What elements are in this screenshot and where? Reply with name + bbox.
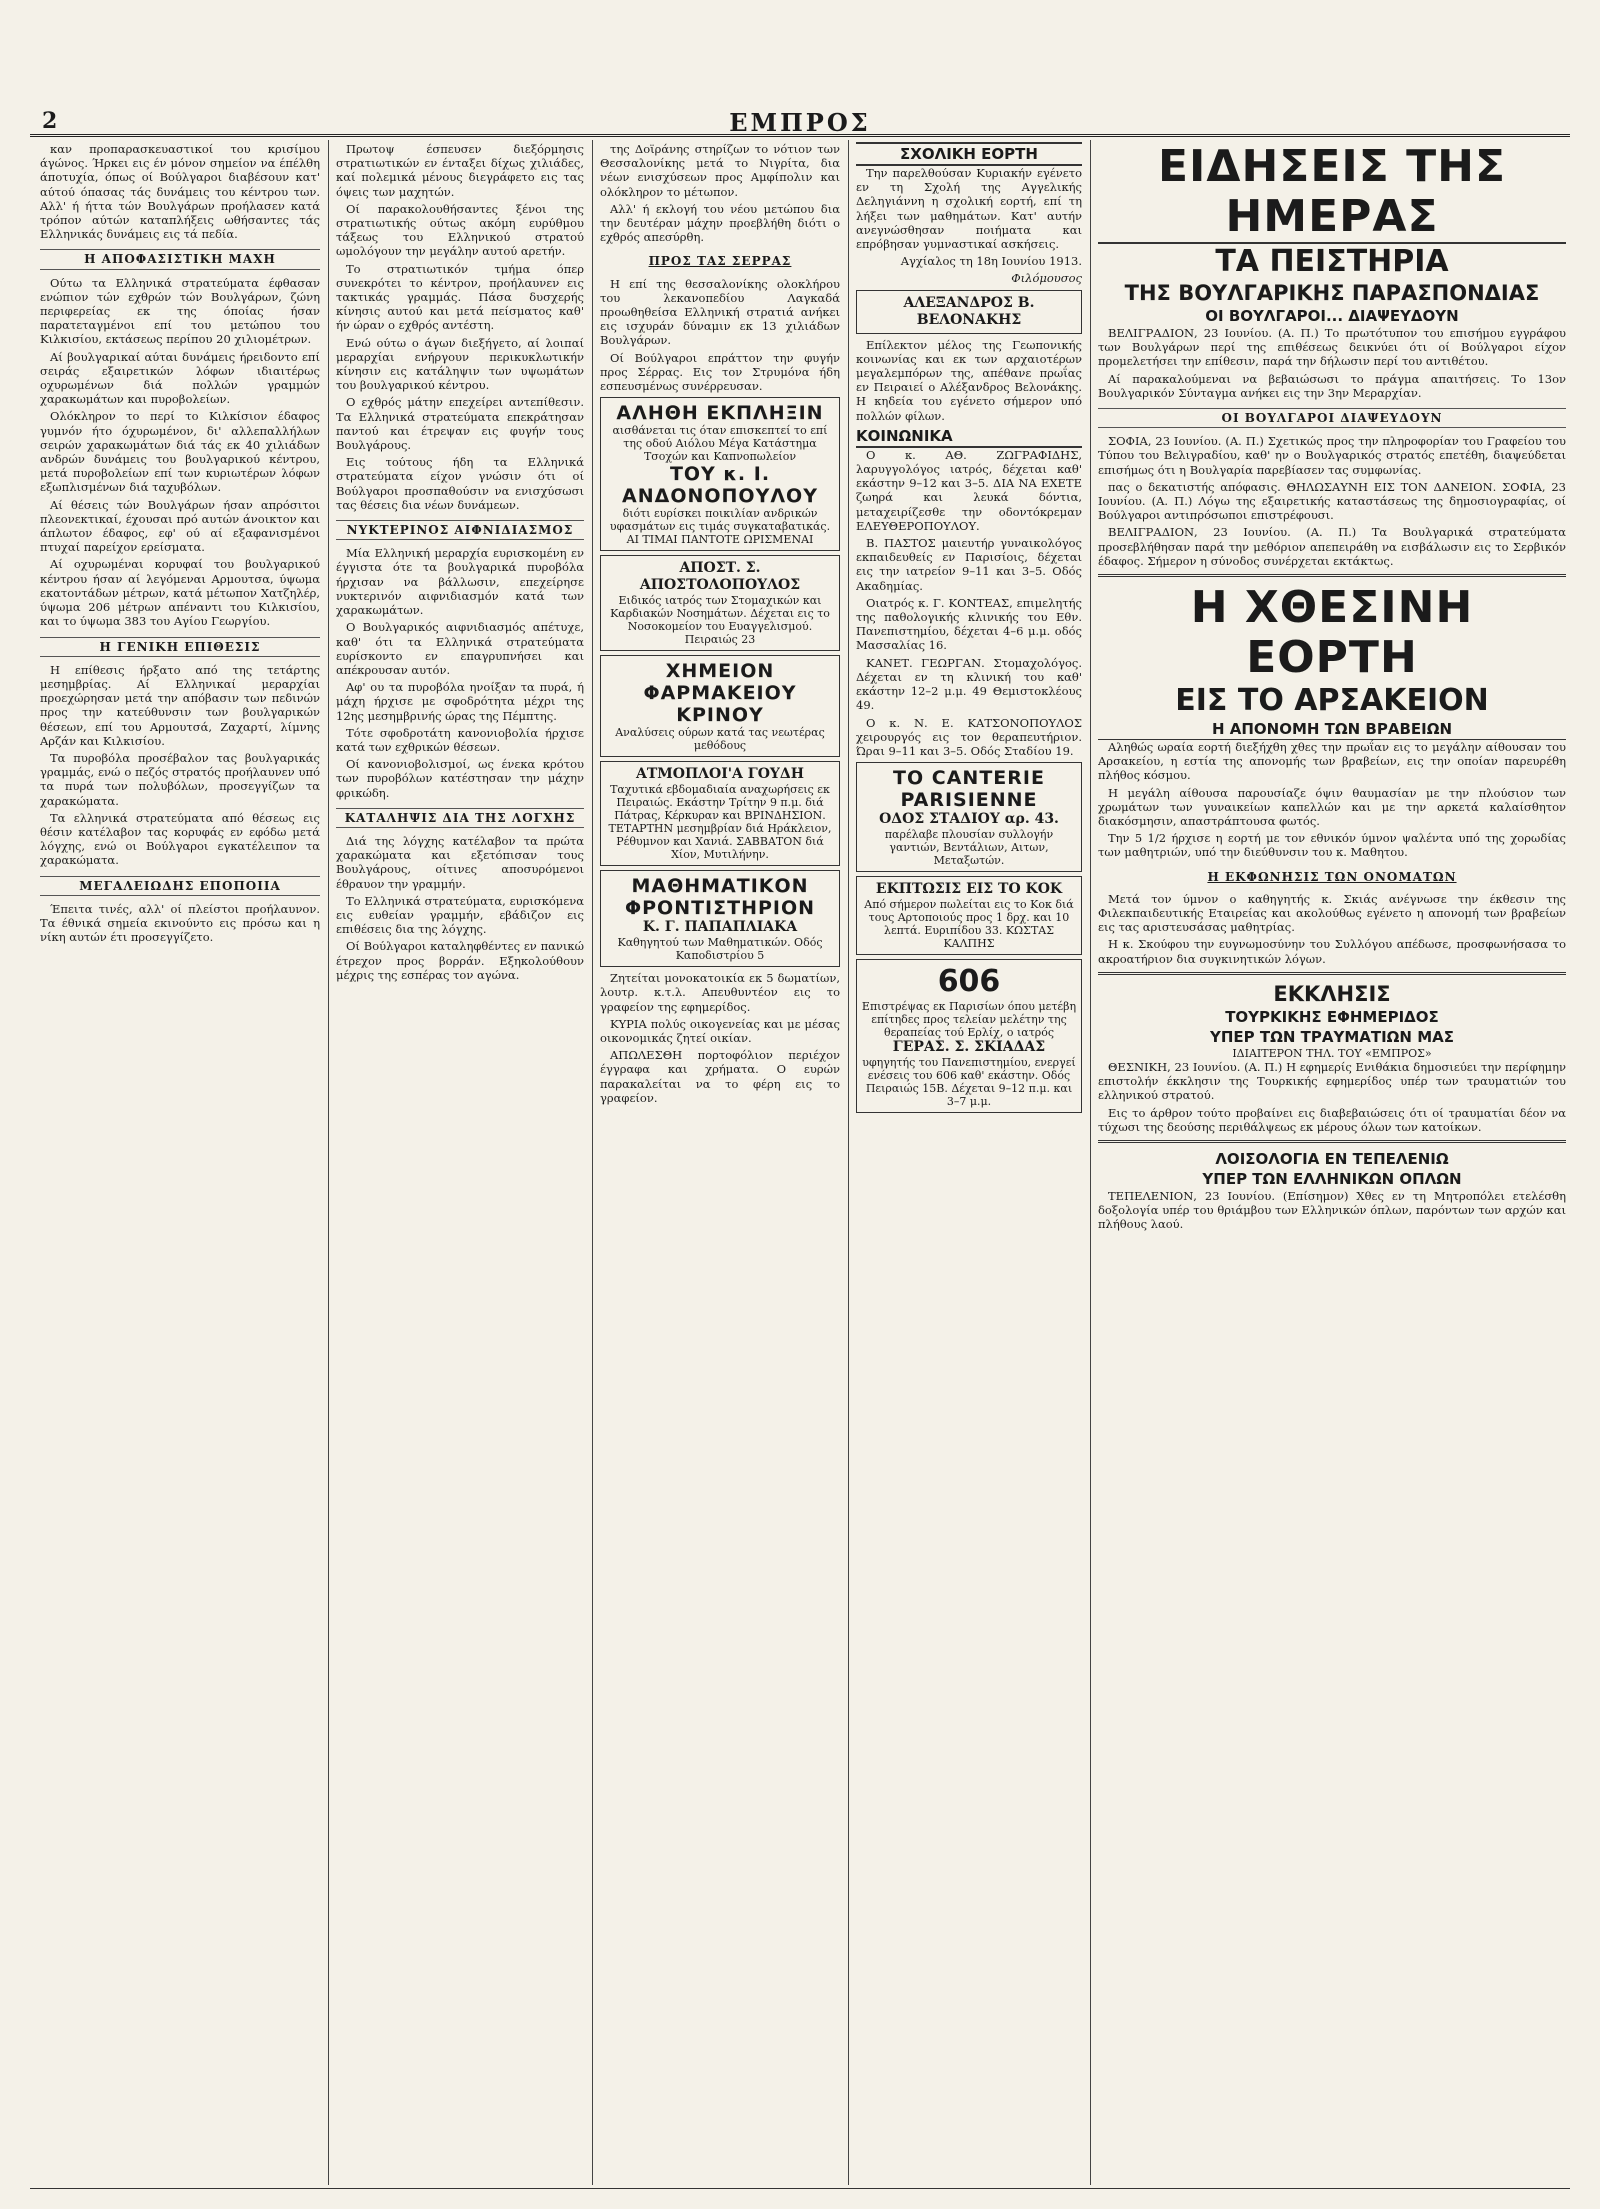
- article-text: Αί βουλγαρικαί αύται δυνάμεις ήρειδοντο επί σειράς εξαιρετικών λόφων ιδιαιτέρως οχυρωμένων διά πολλών γραμμών χαρακωμάτων και πυροβολείων.: [40, 349, 320, 407]
- article-text: Την 5 1/2 ήρχισε η εορτή με τον εθνικόν ύμνον ψαλέντα υπό της χορωδίας των μαθητριών, υπό την διεύθυνσιν του κ. Μαθητου.: [1098, 831, 1566, 860]
- article-text: Οί παρακολουθήσαντες ξένοι της στρατιωτικής ούτως ακόμη ευρύθμου τάξεως του Ελληνικού στρατού ωμολόγουν την μεγάλην αυτού αρετήν.: [336, 201, 584, 259]
- article-text: Επίλεκτον μέλος της Γεωπονικής κοινωνίας και εκ των αρχαιοτέρων μεγαλεμπόρων της, απέθανε πρωΐας εν Πειραιεί ο Αλέξανδρος Βελονάκης. Η κηδεία του εγένετο σήμερον υπό πολλών φίλων.: [856, 337, 1082, 423]
- article-text: της Δοϊράνης στηρίζων το νότιον των Θεσσαλονίκης μετά το Νιγρίτα, δια νέων ενισχύσεων προς Αμφίπολιν και ολόκληρον το μέτωπον.: [600, 142, 840, 199]
- ad-title: ΑΠΟΣΤ. Σ. ΑΠΟΣΤΟΛΟΠΟΥΛΟΣ: [639, 560, 801, 594]
- ad-title: ΧΗΜΕΙΟΝ ΦΑΡΜΑΚΕΙΟΥ ΚΡΙΝΟΥ: [643, 660, 797, 727]
- classified-ad: ΚΥΡΙΑ πολύς οικογενείας και με μέσας οικονομικάς ζητεί οικίαν.: [600, 1016, 840, 1046]
- advertisement: [600, 761, 840, 866]
- article-text: Τα πυροβόλα προσέβαλον τας βουλγαρικάς γραμμάς, ενώ ο πεζός στρατός προήλαυνεν υπό τα πυρά των πολυβόλων, προσεγγίζων τα χαρακώματα.: [40, 750, 320, 808]
- column-rule: [848, 140, 849, 2185]
- ad-title: ΕΚΠΤΩΣΙΣ ΕΙΣ ΤΟ ΚΟΚ: [875, 881, 1063, 898]
- newspaper-title: ΕΜΠΡΟΣ: [729, 108, 871, 137]
- dateline: ΙΔΙΑΙΤΕΡΟΝ ΤΗΛ. ΤΟΥ «ΕΜΠΡΟΣ»: [1232, 1046, 1432, 1060]
- headline: Η ΧΘΕΣΙΝΗ ΕΟΡΤΗ: [1190, 582, 1474, 684]
- news-banner: ΕΙΔΗΣΕΙΣ ΤΗΣ ΗΜΕΡΑΣ: [1098, 142, 1566, 244]
- article-text: Αλλ' ή εκλογή του νέου μετώπου δια την δευτέραν μάχην προεβλήθη διότι ο εχθρός απεσύρθη.: [600, 201, 840, 245]
- headline: ΟΙ ΒΟΥΛΓΑΡΟΙ... ΔΙΑΨΕΥΔΟΥΝ: [1205, 307, 1459, 325]
- bottom-rule: [30, 2188, 1570, 2189]
- article-text: Η μεγάλη αίθουσα παρουσίαζε όψιν θαυμασίαν με την πλούσιον των χρωμάτων των γυναικείων καπελλών και με την αρκετά καλαίσθητον διακόσμησιν, απαστράπτουσα φωτός.: [1098, 785, 1566, 829]
- classified-ad: Ζητείται μονοκατοικία εκ 5 δωματίων, λουτρ. κ.τ.λ. Απευθυντέον εις το γραφείον της εφημερίδος.: [600, 971, 840, 1014]
- section-heading: ΠΡΟΣ ΤΑΣ ΣΕΡΡΑΣ: [648, 254, 792, 269]
- divider: [1098, 972, 1566, 975]
- headline: ΤΑ ΠΕΙΣΤΗΡΙΑ: [1215, 244, 1449, 279]
- article-text: Ολόκληρον το περί το Κιλκίσιον έδαφος γυμνόν ήτο όχυρωμένον, δι' αλλεπαλλήλων σειρών χαρακωμάτων διά τάς εκ 40 χιλιάδων ανδρών δυνάμεις του βουλγαρικού κέντρου, μετά πυροβολείων επί των κυριωτέρων λόφων εξωπλισμένων διά ταχυβόλων.: [40, 409, 320, 495]
- article-text: Ο εχθρός μάτην επεχείρει αντεπίθεσιν. Τα Ελληνικά στρατεύματα επεκράτησαν παντού και έτρεψαν εις φυγήν τους Βουλγάρους.: [336, 395, 584, 453]
- article-text: Αί παρακαλούμεναι να βεβαιώσωσι το πράγμα απαιτήσεις. Το 13ον Βουλγαρικόν Σύνταγμα ανήκει εις την 3ην Μεραρχίαν.: [1098, 371, 1566, 400]
- section-heading: Η ΑΠΟΦΑΣΙΣΤΙΚΗ ΜΑΧΗ: [40, 249, 320, 269]
- article-text: Έπειτα τινές, αλλ' οί πλείστοι προήλαυνον. Τα έθνικά σημεία εκινούντο εις πρόσω και η νίκη αυτών έτι προσεγγίζετο.: [40, 901, 320, 945]
- article-text: Αληθώς ωραία εορτή διεξήχθη χθες την πρωΐαν εις το μεγάλην αίθουσαν του Αρσακείου, η εστία της απονομής των βραβείων, εις την οποίαν παρευρέθη πλήθος κόσμου.: [1098, 740, 1566, 783]
- ad-text: αισθάνεται τις όταν επισκεπτεί το επί της οδού Αιόλου Μέγα Κατάστημα Τσοχών και Καπνοπωλείον: [612, 424, 828, 464]
- ad-subtitle: Κ. Γ. ΠΑΠΑΠΛΙΑΚΑ: [642, 919, 798, 936]
- article-text: Ούτω τα Ελληνικά στρατεύματα έφθασαν ενώπιον τών εχθρών τών Βουλγάρων, ζώνη περιφερείας εκ της όποίας ήσαν παρατεταγμένοι επί του μετώπου του Κιλκισίου, εκτάσεως περίπου 20 χιλιομέτρων.: [40, 275, 320, 347]
- ad-text: Ταχυτικά εβδομαδιαία αναχωρήσεις εκ Πειραιώς. Εκάστην Τρίτην 9 π.μ. διά Πάτρας, Κέρκυραν και ΒΡΙΝΔΗΣΙΟΝ. ΤΕΤΑΡΤΗΝ μεσημβρίαν διά Ηράκλειον, Ρέθυμνον και Χανιά. ΣΑΒΒΑΤΟΝ διά Χίον, Μυτιλήνην.: [608, 783, 832, 862]
- signature: Φιλόμουσος: [1011, 271, 1082, 286]
- article-text: Μετά τον ύμνον ο καθηγητής κ. Σκιάς ανέγνωσε την έκθεσιν της Φιλεκπαιδευτικής Εταιρείας και ακολούθως εγένετο η απονομή των βραβείων εις τας αριστευσάσας μαθητρίας.: [1098, 891, 1566, 935]
- advertisement: [600, 870, 840, 967]
- notice-text: Ο κ. Ν. Ε. ΚΑΤΣΟΝΟΠΟΥΛΟΣ χειρουργός εις τον θεραπευτήριον. Ώραι 9–11 και 3–5. Οδός Σταδίου 19.: [856, 715, 1082, 758]
- article-text: ΤΕΠΕΛΕΝΙΟΝ, 23 Ιουνίου. (Επίσημον) Χθες εν τη Μητροπόλει ετελέσθη δοξολογία υπέρ του θριάμβου των Ελληνικών όπλων, παρόντων των αρχών και πλήθους λαού.: [1098, 1188, 1566, 1232]
- ad-title: ΤΟΥ κ. Ι. ΑΝΔΟΝΟΠΟΥΛΟΥ: [622, 463, 818, 508]
- article-text: Αφ' ου τα πυροβόλα ηνοίξαν τα πυρά, ή μάχη ήρχισε με σφοδρότητα μέχρι της 12ης μεσημβρινής ώρας της Πέμπτης.: [336, 680, 584, 723]
- headline: ΛΟΙΣΟΛΟΓΙΑ ΕΝ ΤΕΠΕΛΕΝΙΩ: [1215, 1149, 1449, 1168]
- article-text: πας ο δεκατιστής απόφασις. ΘΗΛΩΣΑΥΝΗ ΕΙΣ ΤΟΝ ΔΑΝΕΙΟΝ. ΣΟΦΙΑ, 23 Ιουνίου. (Α. Π.) Λόγω της εξαιρετικής καταστάσεως της δημοσιογραφίας, οί Βούλγαροι αντιπρόσωποι επιστρέφουσι.: [1098, 479, 1566, 523]
- article-text: ΒΕΛΙΓΡΑΔΙΟΝ, 23 Ιουνίου. (Α. Π.) Το πρωτότυπον του επισήμου εγγράφου των Βουλγάρων περί της επιθέσεως δεικνύει ότι οί Βούλγαροι είχον προμελετήσει την επίθεσιν, παρά την δήλωσιν περί του αντιθέτου.: [1098, 326, 1566, 369]
- advertisement: [600, 555, 840, 651]
- obituary-box: [856, 290, 1082, 334]
- article-text: Διά της λόγχης κατέλαβον τα πρώτα χαρακώματα και εξετόπισαν τους Βουλγάρους, οίτινες αποσυρόμενοι έθραυον την γραμμήν.: [336, 833, 584, 891]
- ad-text: Καθηγητού των Μαθηματικών. Οδός Καποδιστρίου 5: [617, 936, 823, 963]
- ad-title: ΤΟ CANTERIE PARISIENNE: [893, 767, 1045, 812]
- section-heading: ΝΥΚΤΕΡΙΝΟΣ ΑΙΦΝΙΔΙΑΣΜΟΣ: [336, 520, 584, 540]
- article-text: Οί κανονιοβολισμοί, ως ένεκα κρότου των πυροβόλων κατέστησαν την μάχην φρικώδη.: [336, 757, 584, 800]
- ad-title: ΑΛΗΘΗ ΕΚΠΛΗΞΙΝ: [616, 402, 824, 425]
- headline: ΤΟΥΡΚΙΚΗΣ ΕΦΗΜΕΡΙΔΟΣ: [1225, 1007, 1439, 1026]
- ad-title: ΑΤΜΟΠΛΟΙ'Α ΓΟΥΔΗ: [635, 766, 805, 783]
- ad-text: διότι ευρίσκει ποικιλίαν ανδρικών υφασμάτων εις τιμάς συγκαταβατικάς. ΑΙ ΤΙΜΑΙ ΠΑΝΤΟΤΕ ΩΡΙΣΜΕΝΑΙ: [609, 507, 831, 547]
- column-rule: [592, 140, 593, 2185]
- ad-title: ΜΑΘΗΜΑΤΙΚΟΝ ΦΡΟΝΤΙΣΤΗΡΙΟΝ: [624, 875, 816, 920]
- advertisement: [856, 959, 1082, 1113]
- page-number: 2: [42, 108, 58, 134]
- article-text: Η επί της θεσσαλονίκης ολοκλήρου του λεκανοπεδίου Λαγκαδά προωθηθείσα Ελληνική στρατιά ανήκει εις ισχυράν δύναμιν εκ 13 χιλιάδων Βουλγάρων.: [600, 276, 840, 348]
- headline: ΕΙΣ ΤΟ ΑΡΣΑΚΕΙΟΝ: [1175, 683, 1489, 719]
- section-heading: Η ΕΚΦΩΝΗΣΙΣ ΤΩΝ ΟΝΟΜΑΤΩΝ: [1207, 869, 1457, 884]
- ad-text: υφηγητής του Πανεπιστημίου, ενεργεί ενέσεις του 606 καθ' εκάστην. Οδός Πειραιώς 15Β. Δέχεται 9–12 π.μ. και 3–7 μ.μ.: [862, 1056, 1076, 1109]
- article-text: Οί Βούλγαροι επράττον την φυγήν προς Σέρρας. Εις τον Στρυμόνα ήδη εσπευσμένως συνέρρευσαν.: [600, 350, 840, 394]
- headline: ΥΠΕΡ ΤΩΝ ΤΡΑΥΜΑΤΙΩΝ ΜΑΣ: [1210, 1027, 1454, 1046]
- advertisement: [600, 397, 840, 551]
- notice-text: ΚΑΝΕΤ. ΓΕΩΡΓΑΝ. Στομαχολόγος. Δέχεται εν τη κλινική του καθ' εκάστην 12–2 μ.μ. 49 Θεμιστοκλέους 49.: [856, 655, 1082, 713]
- article-text: ΣΟΦΙΑ, 23 Ιουνίου. (Α. Π.) Σχετικώς προς την πληροφορίαν του Γραφείου του Τύπου του Βελιγραδίου, καθ' ην ο Βουλγαρικός στρατός επετέθη, διαψεύδεται επισήμως ότι η Βουλγαρία παρεβίασεν τας συμφωνίας.: [1098, 434, 1566, 477]
- column-2: [336, 142, 584, 2182]
- ad-title: ΓΕΡΑΣ. Σ. ΣΚΙΑΔΑΣ: [892, 1039, 1046, 1056]
- section-heading: ΟΙ ΒΟΥΛΓΑΡΟΙ ΔΙΑΨΕΥΔΟΥΝ: [1098, 408, 1566, 428]
- ad-text: παρέλαβε πλουσίαν συλλογήν γαντιών, Βεντάλιων, Αιτων, Μεταξωτών.: [884, 828, 1054, 868]
- article-text: Εις τούτους ήδη τα Ελληνικά στρατεύματα είχον γνώσιν ότι οί Βούλγαροι προσπαθούσιν να ενισχύσωσι τας θέσεις δια νέων δυνάμεων.: [336, 455, 584, 512]
- column-3: [600, 142, 840, 2182]
- advertisement: [856, 762, 1082, 872]
- divider: [1098, 574, 1566, 577]
- article-text: Το στρατιωτικόν τμήμα όπερ συνεκρότει το κέντρον, προήλαυνεν εις τακτικάς γραμμάς. Πάσα δυσχερής κίνησις αυτού και μετά πείσματος καθ' ήν ώραν ο εχθρός αντέστη.: [336, 261, 584, 333]
- masthead: [30, 108, 1570, 137]
- headline: Η ΑΠΟΝΟΜΗ ΤΩΝ ΒΡΑΒΕΙΩΝ: [1098, 719, 1566, 740]
- column-1: [40, 142, 320, 2182]
- article-text: ΘΕΣΝΙΚΗ, 23 Ιουνίου. (Α. Π.) Η εφημερίς Ενιθάκια δημοσιεύει την περίφημην επιστολήν έκκλησιν της Τουρκικής εφημερίδος υπέρ των τραυματιών του ελληνικού στρατού.: [1098, 1059, 1566, 1103]
- ad-text: Από σήμερον πωλείται εις το Κοκ διά τους Αρτοποιούς προς 1 δρχ. και 10 λεπτά. Ευριπίδου 33. ΚΩΣΤΑΣ ΚΑΛΠΗΣ: [864, 898, 1074, 951]
- section-heading: ΣΧΟΛΙΚΗ ΕΟΡΤΗ: [856, 142, 1082, 166]
- column-rule: [1090, 140, 1091, 2185]
- headline: ΥΠΕΡ ΤΩΝ ΕΛΛΗΝΙΚΩΝ ΟΠΛΩΝ: [1202, 1169, 1462, 1188]
- ad-text: Επιστρέψας εκ Παρισίων όπου μετέβη επίτηδες προς τελείαν μελέτην της θεραπείας τού Ερλίχ, ο ιατρός: [861, 1000, 1077, 1040]
- article-text: Αί οχυρωμέναι κορυφαί του βουλγαρικού κέντρου ήσαν αί λεγόμεναι Αρμουτσα, ύψωμα εκατοντάδων μέτρων, κατά μέτωπον Χατζηλέρ, ύψωμα 206 μέτρων απέναντι του Κιλκισίου, και το ύψωμα 383 του Αγίου Γεωργίου.: [40, 557, 320, 629]
- article-text: Εις το άρθρον τούτο προβαίνει εις διαβεβαιώσεις ότι οί τραυματίαι δέον να τύχωσι της δεούσης περιθάλψεως εκ μέρους όλων των κατοίκων.: [1098, 1105, 1566, 1134]
- section-heading: ΚΑΤΑΛΗΨΙΣ ΔΙΑ ΤΗΣ ΛΟΓΧΗΣ: [336, 808, 584, 828]
- article-text: Πρωτοψ έσπευσεν διεξόρμησις στρατιωτικών εν ένταξει δίχως χιλιάδες, καί πολεμικά μένους διεγράφετο εις τας όψεις των μαχητών.: [336, 142, 584, 199]
- column-5: [1098, 142, 1566, 2182]
- article-text: Την παρελθούσαν Κυριακήν εγένετο εν τη Σχολή της Αγγελικής Δεληγιάννη η σχολική εορτή, επί τη λήξει των μαθημάτων. Κατ' αυτήν ανεγνώσθησαν ποιήματα και επρόβησαν γυμναστικαί ασκήσεις.: [856, 166, 1082, 252]
- notice-text: Β. ΠΑΣΤΟΣ μαιευτήρ γυναικολόγος εκπαιδευθείς εν Παρισίοις, δέχεται εις την ιατρείον 9–11 και 3–5. Οδός Ακαδημίας.: [856, 536, 1082, 593]
- ad-title: 606: [937, 964, 1001, 1000]
- article-text: Η επίθεσις ήρξατο από της τετάρτης μεσημβρίας. Αί Ελληνικαί μεραρχίαι προεχώρησαν μετά την απόβασιν των πεδινών προς την κατεύθυνσιν των βουλγαρικών θέσεων, επί του Αρμουτσά, Ζαχαρτί, λίμνης Αρζάν και Κιλκισίου.: [40, 662, 320, 748]
- article-text: Τότε σφοδροτάτη κανονιοβολία ήρχισε κατά των εχθρικών θέσεων.: [336, 725, 584, 754]
- section-heading: Η ΓΕΝΙΚΗ ΕΠΙΘΕΣΙΣ: [40, 637, 320, 657]
- ad-text: Ειδικός ιατρός των Στομαχικών και Καρδιακών Νοσημάτων. Δέχεται εις το Νοσοκομείον του Ευαγγελισμού. Πειραιώς 23: [610, 594, 830, 647]
- article-text: Μία Ελληνική μεραρχία ευρισκομένη εν έγγιστα ότε τα βουλγαρικά πυροβόλα ήρχισαν να βάλλωσιν, επεχείρησε νυκτερινόν αιφνιδιασμόν κατά των χαρακωμάτων.: [336, 546, 584, 618]
- ad-text: Αναλύσεις ούρων κατά τας νεωτέρας μεθόδους: [615, 726, 825, 753]
- article-text: Ο Βουλγαρικός αιφνιδιασμός απέτυχε, καθ' ότι τα Ελληνικά στρατεύματα ευρίσκοντο εν επαγρυπνήσει και απέκρουσαν αυτόν.: [336, 620, 584, 677]
- advertisement: [600, 655, 840, 757]
- section-heading: ΚΟΙΝΩΝΙΚΑ: [856, 426, 1082, 448]
- obituary-title: ΑΛΕΞΑΝΔΡΟΣ Β. ΒΕΛΟΝΑΚΗΣ: [903, 294, 1035, 328]
- article-text: Αί θέσεις τών Βουλγάρων ήσαν απρόσιτοι πλεονεκτικαί, έχουσαι πρό αυτών άνοικτον και άπλωτον έδαφος, εφ' ού αί εξαφανισμένοι πτυχαί παρείχον ερείσματα.: [40, 497, 320, 555]
- column-4: [856, 142, 1082, 2182]
- article-text: καν προπαρασκευαστικοί του κρισίμου άγώνος. Ήρκει εις έν μόνον σημείον να έπέλθη άποτυχία, όπως οί Βούλγαροι διαβέσουν κατ' αύτού όπασας τάς δυνάμεις του κέντρου των. Αλλ' ή ήττα τών Βουλγάρων προήλασεν κατά τρόπον αύτών καταπλήξεις ωθήσαντες τάς Ελληνικάς δυνάμεις εις τά πεδία.: [40, 142, 320, 242]
- divider: [1098, 1140, 1566, 1143]
- headline: ΕΚΚΛΗΣΙΣ: [1273, 981, 1391, 1006]
- notice-text: Ο κ. ΑΘ. ΖΩΓΡΑΦΙΔΗΣ, λαρυγγολόγος ιατρός, δέχεται καθ' εκάστην 9–12 και 3–5. ΔΙΑ ΝΑ ΕΧΕΤΕ ζωηρά και λευκά δόντια, μεταχειρίζεσθε την οδοντόκρεμαν ΕΛΕΥΘΕΡΟΠΟΥΛΟΥ.: [856, 447, 1082, 533]
- dateline: Αγχίαλος τη 18η Ιουνίου 1913.: [900, 254, 1082, 269]
- article-text: Ενώ ούτω ο άγων διεξήγετο, αί λοιπαί μεραρχίαι ενήργουν περικυκλωτικήν κίνησιν εις κατάληψιν των υψωμάτων του βουλγαρικού κέντρου.: [336, 335, 584, 393]
- ad-subtitle: ΟΔΟΣ ΣΤΑΔΙΟΥ αρ. 43.: [879, 811, 1059, 828]
- advertisement: [856, 876, 1082, 955]
- article-text: Οί Βούλγαροι καταληφθέντες εν πανικώ έτρεχον προς βορράν. Εξηκολούθουν μέχρις της εσπέρας τον αγώνα.: [336, 939, 584, 982]
- article-text: Το Ελληνικά στρατεύματα, ευρισκόμενα εις ευθείαν γραμμήν, εβάδιζον εις επιθέσεις δια της λόγχης.: [336, 893, 584, 937]
- headline: ΤΗΣ ΒΟΥΛΓΑΡΙΚΗΣ ΠΑΡΑΣΠΟΝΔΙΑΣ: [1124, 281, 1540, 305]
- column-rule: [328, 140, 329, 2185]
- article-text: ΒΕΛΙΓΡΑΔΙΟΝ, 23 Ιουνίου. (Α. Π.) Τα Βουλγαρικά στρατεύματα προσεβλήθησαν παρά την μεθόριον απεπειράθη να εισβάλωσιν εις το Σερβικόν έδαφος. Σήμερον η σύνοδος συνέρχεται εκτάκτως.: [1098, 525, 1566, 568]
- classified-ad: ΑΠΩΛΕΣΘΗ πορτοφόλιον περιέχον έγγραφα και χρήματα. Ο ευρών παρακαλείται να το φέρη εις το γραφείον.: [600, 1048, 840, 1105]
- notice-text: Οιατρός κ. Γ. ΚΟΝΤΕΑΣ, επιμελητής της παθολογικής κλινικής του Εθν. Πανεπιστημίου, δέχεται 4–6 μ.μ. οδός Μασσαλίας 16.: [856, 595, 1082, 653]
- section-heading: ΜΕΓΑΛΕΙΩΔΗΣ ΕΠΟΠΟΙΙΑ: [40, 876, 320, 896]
- article-text: Τα ελληνικά στρατεύματα από θέσεως εις θέσιν κατέλαβον τας κορυφάς εν εφόδω μετά λόγχης, ενώ οι Βούλγαροι εγκατέλειπον τα χαρακώματα.: [40, 810, 320, 868]
- article-text: Η κ. Σκούφου την ευγνωμοσύνην του Συλλόγου απέδωσε, προσφωνήσασα το ακροατήριον δια συγκινητικών λόγων.: [1098, 937, 1566, 966]
